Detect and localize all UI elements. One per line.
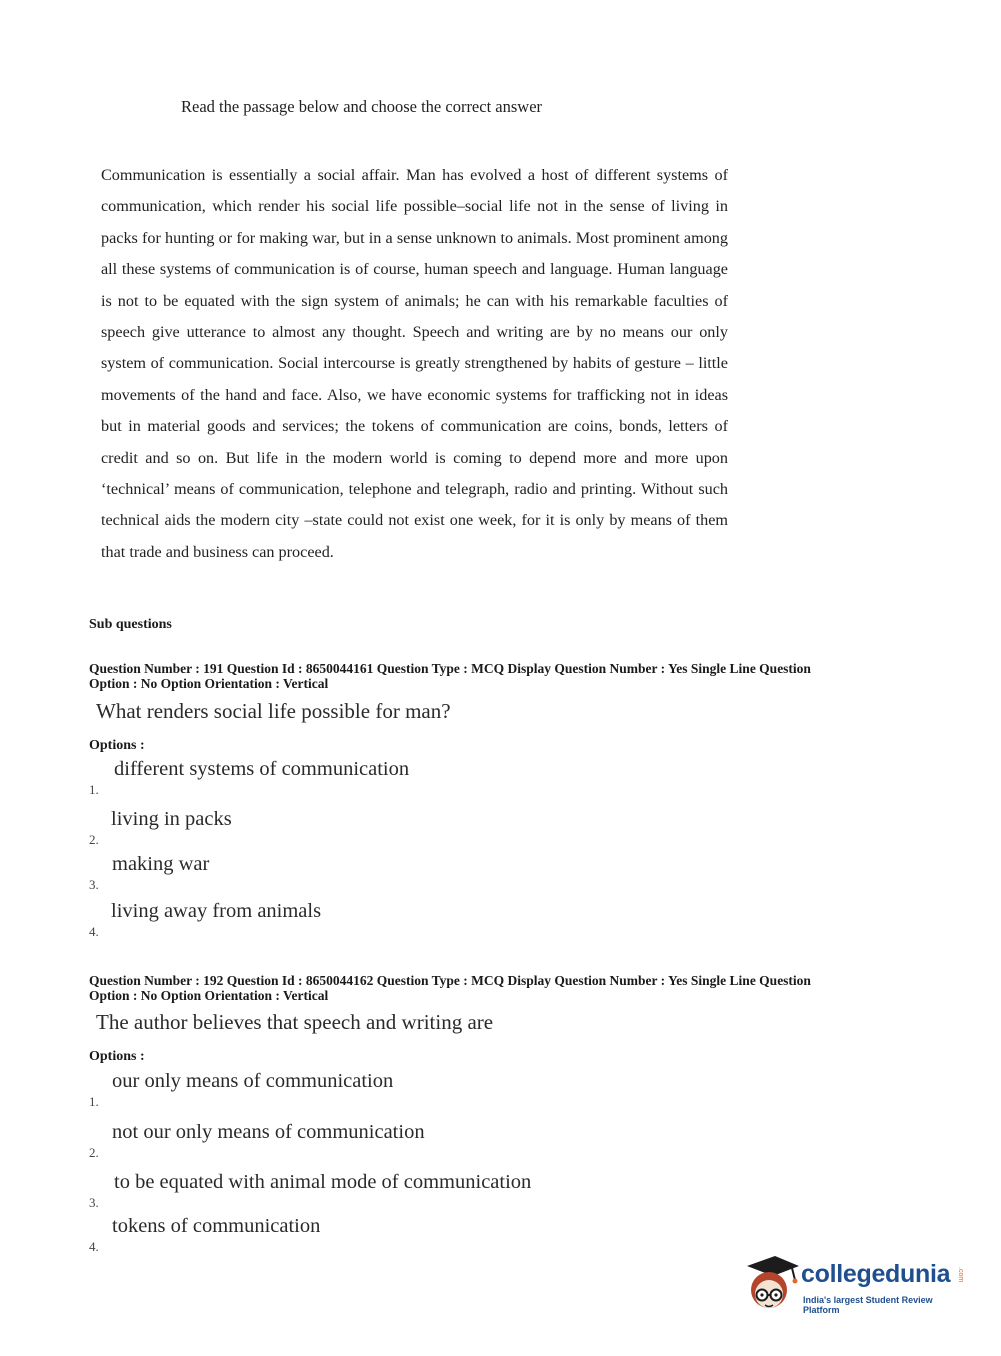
- passage: Communication is essentially a social affair. Man has evolved a host of different systems of communication, which render his social life possible–social life not in the sense of living in packs for hunting or for making war, but in a sense unknown to animals. Most prominent among all these systems of communication is of course, human speech and language. Human language is not to be equated with the sign system of animals; he can with his remarkable faculties of speech give utterance to almost any thought. Speech and writing are by no means our only system of communication. Social intercourse is greatly strengthened by habits of gesture – little movements of the hand and face. Also, we have economic systems for trafficking not in ideas but in material goods and services; the tokens of communication are coins, bonds, letters of credit and so on. But life in the modern world is coming to depend more and more upon ‘technical’ means of communication, telephone and telegraph, radio and printing. Without such technical aids the modern city –state could not exist one week, for it is only by means of them that trade and business can proceed.: [101, 166, 728, 561]
- options-label: Options :: [89, 738, 145, 753]
- question-191-option-2[interactable]: [89, 808, 689, 848]
- option-number: 3.: [89, 1195, 99, 1210]
- question-meta-line: Question Number : 191 Question Id : 8650044161 Question Type : MCQ Display Question Number : Yes Single Line Question: [89, 661, 811, 676]
- question-191-option-1[interactable]: [89, 758, 689, 798]
- question-191-option-4[interactable]: [89, 900, 689, 940]
- options-label: Options :: [89, 1049, 145, 1064]
- option-number: 1.: [89, 1094, 99, 1109]
- option-number: 2.: [89, 1145, 99, 1160]
- instruction: Read the passage below and choose the correct answer: [181, 97, 543, 116]
- option-text: living in packs: [111, 808, 232, 830]
- logo-brand-text: collegedunia: [801, 1260, 951, 1288]
- option-number: 1.: [89, 782, 99, 797]
- option-text: living away from animals: [111, 900, 322, 922]
- mascot-icon: [741, 1250, 801, 1320]
- option-text: not our only means of communication: [112, 1121, 425, 1143]
- question-meta-line: Option : No Option Orientation : Vertical: [89, 988, 329, 1003]
- question-192-option-2[interactable]: [89, 1121, 689, 1161]
- question-191-meta: [89, 661, 889, 691]
- option-text: tokens of communication: [112, 1215, 321, 1237]
- option-number: 2.: [89, 832, 99, 847]
- question-192-option-4[interactable]: [89, 1215, 689, 1255]
- option-number: 4.: [89, 924, 99, 939]
- sub-questions-label: Sub questions: [89, 617, 172, 632]
- question-191-option-3[interactable]: [89, 853, 689, 893]
- question-192-option-1[interactable]: [89, 1070, 689, 1110]
- question-191-text: What renders social life possible for man?: [96, 699, 451, 723]
- question-192-option-3[interactable]: [89, 1171, 689, 1211]
- question-meta-line: Option : No Option Orientation : Vertical: [89, 676, 329, 691]
- option-text: making war: [112, 853, 210, 875]
- option-text: different systems of communication: [114, 758, 410, 780]
- logo-domain-text: .com: [957, 1267, 964, 1283]
- option-number: 3.: [89, 877, 99, 892]
- option-text: our only means of communication: [112, 1070, 394, 1092]
- option-text: to be equated with animal mode of communication: [114, 1171, 532, 1193]
- question-192-text: The author believes that speech and writing are: [96, 1010, 494, 1034]
- collegedunia-logo[interactable]: [741, 1250, 971, 1320]
- question-meta-line: Question Number : 192 Question Id : 8650044162 Question Type : MCQ Display Question Number : Yes Single Line Question: [89, 973, 811, 988]
- question-192-meta: [89, 973, 889, 1003]
- logo-tagline: India's largest Student Review Platform: [803, 1295, 933, 1315]
- option-number: 4.: [89, 1239, 99, 1254]
